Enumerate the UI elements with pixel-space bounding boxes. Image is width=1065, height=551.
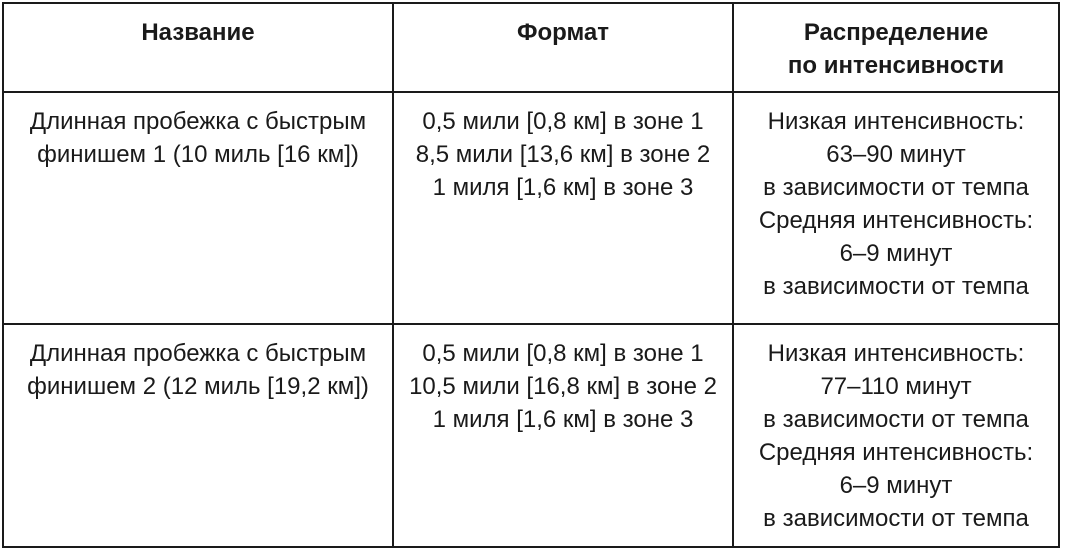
row-2-distribution-line-2: 77–110 минут <box>820 373 972 400</box>
row-2-format-cell <box>392 325 732 546</box>
row-2-name-cell <box>4 325 392 546</box>
row-1-format-cell <box>392 93 732 323</box>
header-format: Формат <box>516 19 610 46</box>
row-1-format-line-3: 1 миля [1,6 км] в зоне 3 <box>432 174 694 201</box>
header-distribution-line-1: Распределение <box>803 19 989 46</box>
row-2-format-line-1: 0,5 мили [0,8 км] в зоне 1 <box>422 340 704 367</box>
row-1-name-line-1: Длинная пробежка с быстрым <box>29 108 367 135</box>
row-2-distribution-line-1: Низкая интенсивность: <box>767 340 1025 367</box>
row-1-distribution-cell <box>732 93 1058 323</box>
row-1-distribution-line-4: Средняя интенсивность: <box>758 207 1034 234</box>
row-2-format-line-3: 1 миля [1,6 км] в зоне 3 <box>432 406 694 433</box>
row-1-name-cell <box>4 93 392 323</box>
row-2-distribution-line-5: 6–9 минут <box>839 472 953 499</box>
row-2-format-line-2: 10,5 мили [16,8 км] в зоне 2 <box>409 373 717 400</box>
header-name-cell <box>4 4 392 91</box>
row-2-distribution-line-6: в зависимости от темпа <box>763 505 1029 532</box>
row-1-name-line-2: финишем 1 (10 миль [16 км]) <box>37 141 359 168</box>
header-name: Название <box>141 19 255 46</box>
row-1-format-line-2: 8,5 мили [13,6 км] в зоне 2 <box>415 141 711 168</box>
header-distribution-line-2: по интенсивности <box>787 52 1005 79</box>
row-1-distribution-line-2: 63–90 минут <box>826 141 966 168</box>
row-2-name-line-1: Длинная пробежка с быстрым <box>29 340 367 367</box>
row-1-format-line-1: 0,5 мили [0,8 км] в зоне 1 <box>422 108 704 135</box>
row-1-distribution-line-5: 6–9 минут <box>839 240 953 267</box>
row-1-distribution-line-3: в зависимости от темпа <box>763 174 1029 201</box>
row-1-distribution-line-6: в зависимости от темпа <box>763 273 1029 300</box>
row-2-distribution-line-3: в зависимости от темпа <box>763 406 1029 433</box>
row-2-distribution-cell <box>732 325 1058 546</box>
header-distribution-cell <box>732 4 1058 91</box>
row-2-name-line-2: финишем 2 (12 миль [19,2 км]) <box>27 373 369 400</box>
row-2-distribution-line-4: Средняя интенсивность: <box>758 439 1034 466</box>
row-1-distribution-line-1: Низкая интенсивность: <box>767 108 1025 135</box>
header-format-cell <box>392 4 732 91</box>
table-row <box>4 325 1058 546</box>
table-row <box>4 93 1058 325</box>
training-table <box>2 2 1060 548</box>
table-header-row <box>4 4 1058 93</box>
